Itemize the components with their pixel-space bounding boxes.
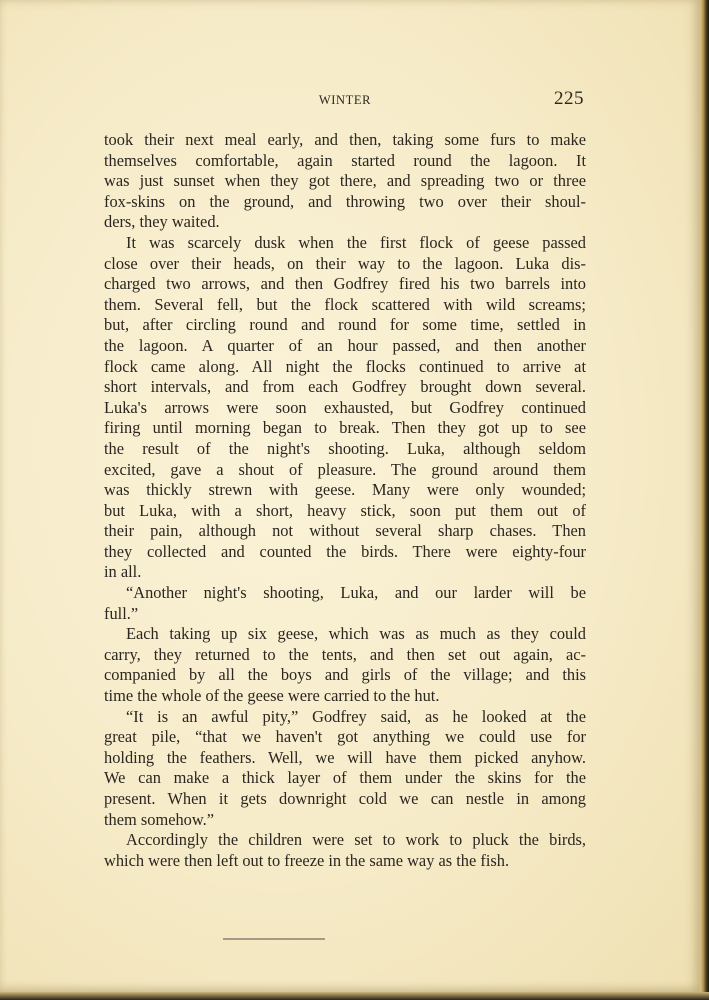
text-line: Each taking up six geese, which was as much as they could <box>126 624 586 644</box>
text-line: they collected and counted the birds. There were eighty-four <box>104 541 586 561</box>
text-line: the result of the night's shooting. Luka, although seldom <box>104 438 586 458</box>
text-line: them. Several fell, but the flock scattered with wild screams; <box>104 294 586 314</box>
footer-rule <box>223 938 325 940</box>
text-line: short intervals, and from each Godfrey brought down several. <box>104 377 586 397</box>
text-line: time the whole of the geese were carried to the hut. <box>104 686 440 706</box>
text-line: charged two arrows, and then Godfrey fired his two barrels into <box>104 274 586 294</box>
text-line: flock came along. All night the flocks continued to arrive at <box>104 356 586 376</box>
text-line: their pain, although not without several sharp chases. Then <box>104 521 586 541</box>
text-line: companied by all the boys and girls of the village; and this <box>104 665 586 685</box>
text-line: full.” <box>104 603 139 623</box>
text-line: firing until morning began to break. Then they got up to see <box>104 418 586 438</box>
text-line: close over their heads, on their way to the lagoon. Luka dis- <box>104 253 586 273</box>
running-head: WINTER <box>318 93 372 107</box>
text-line: was just sunset when they got there, and spreading two or three <box>104 171 586 191</box>
text-line: which were then left out to freeze in the same way as the fish. <box>104 850 510 870</box>
text-line: “It is an awful pity,” Godfrey said, as he looked at the <box>126 706 586 726</box>
page-number: 225 <box>554 88 584 109</box>
text-line: in all. <box>104 562 142 582</box>
body-text <box>104 130 586 871</box>
text-line: Accordingly the children were set to work to pluck the birds, <box>126 830 586 850</box>
text-line: ders, they waited. <box>104 212 220 232</box>
text-line: themselves comfortable, again started round the lagoon. It <box>104 150 586 170</box>
text-line: them somehow.” <box>104 809 215 829</box>
text-line: present. When it gets downright cold we can nestle in among <box>104 789 586 808</box>
text-line: “Another night's shooting, Luka, and our larder will be <box>126 583 586 603</box>
page-bottom-edge <box>0 992 709 1000</box>
book-spine-edge <box>700 0 709 1000</box>
text-line: We can make a thick layer of them under the skins for the <box>104 768 586 788</box>
text-line: took their next meal early, and then, taking some furs to make <box>104 130 586 149</box>
text-line: the lagoon. A quarter of an hour passed, and then another <box>104 335 586 355</box>
text-line: was thickly strewn with geese. Many were only wounded; <box>104 480 586 500</box>
text-line: fox-skins on the ground, and throwing two over their shoul- <box>104 191 586 211</box>
text-line: It was scarcely dusk when the first flock of geese passed <box>126 232 586 252</box>
page-header <box>104 88 586 112</box>
text-line: but, after circling round and round for some time, settled in <box>104 315 586 335</box>
text-line: Luka's arrows were soon exhausted, but Godfrey continued <box>104 397 586 417</box>
text-line: great pile, “that we haven't got anything we could use for <box>104 727 586 747</box>
text-line: excited, gave a shout of pleasure. The ground around them <box>104 459 586 479</box>
text-line: holding the feathers. Well, we will have them picked anyhow. <box>104 747 586 767</box>
text-line: carry, they returned to the tents, and then set out again, ac- <box>104 644 586 664</box>
text-line: but Luka, with a short, heavy stick, soon put them out of <box>104 500 586 520</box>
